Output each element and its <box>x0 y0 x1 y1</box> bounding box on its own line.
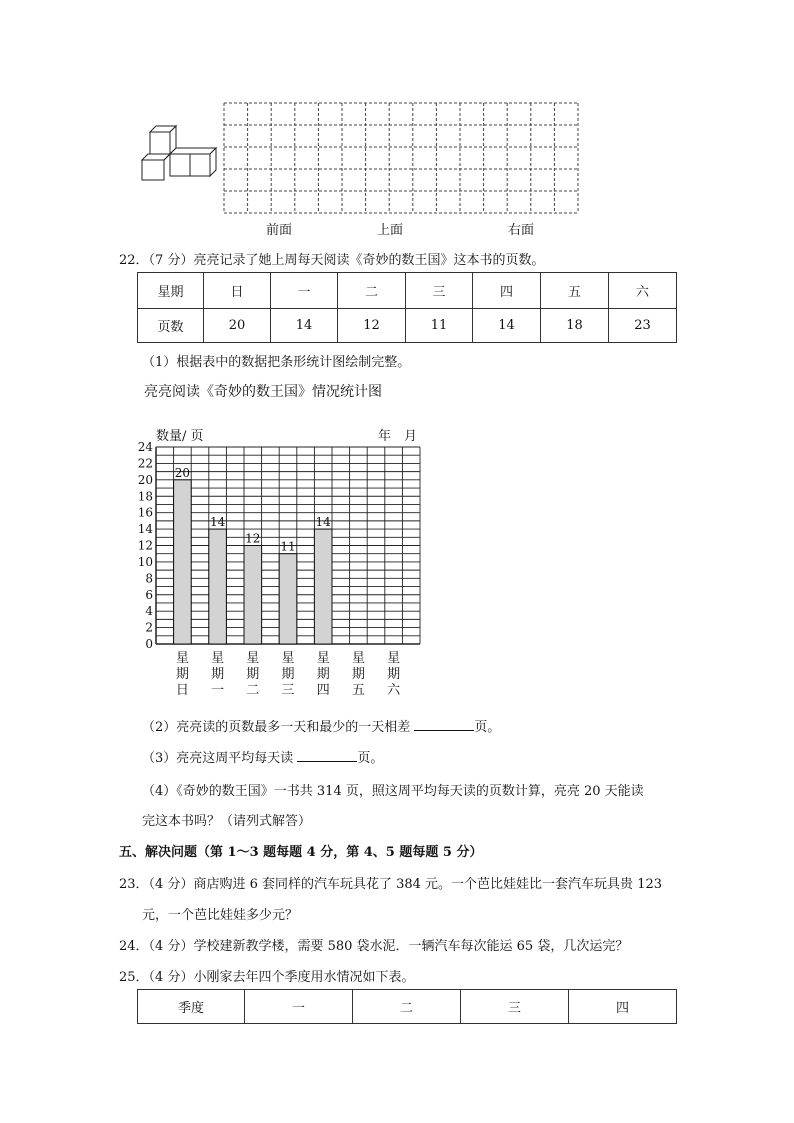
q22-sub3-text: （3）亮亮这周平均每天读 <box>142 751 294 766</box>
table-cell: 日 <box>204 273 271 309</box>
reading-table <box>137 272 677 343</box>
table-cell: 一 <box>271 273 338 309</box>
bar-value-label: 14 <box>209 515 226 530</box>
y-axis-label: 数量/ 页 <box>156 429 204 444</box>
x-category-label: 期 <box>211 667 225 682</box>
table-cell: 一 <box>245 990 353 1024</box>
x-category-label: 星 <box>211 651 225 666</box>
table-cell: 三 <box>461 990 569 1024</box>
q22-sub2-text: （2）亮亮读的页数最多一天和最少的一天相差 <box>142 720 411 735</box>
bar-value-label: 20 <box>174 465 191 480</box>
bar <box>314 529 332 644</box>
x-category-label: 期 <box>387 667 401 682</box>
x-category-label: 星 <box>316 651 330 666</box>
table-row <box>138 990 677 1024</box>
x-category-label: 期 <box>246 667 260 682</box>
table-cell: 二 <box>338 273 406 309</box>
x-category-label: 三 <box>281 683 295 698</box>
q22-sub1: （1）根据表中的数据把条形统计图绘制完整。 <box>142 355 411 370</box>
bar <box>244 546 262 645</box>
bar <box>174 480 192 644</box>
table-cell: 20 <box>204 309 271 343</box>
view-label-right: 右面 <box>508 223 535 238</box>
table-cell: 四 <box>473 273 541 309</box>
x-category-label: 星 <box>351 651 365 666</box>
date-label: 年 月 <box>378 429 418 444</box>
table-cell: 14 <box>271 309 338 343</box>
x-category-label: 期 <box>351 667 365 682</box>
x-category-label: 六 <box>387 683 401 698</box>
x-category-label: 星 <box>281 651 295 666</box>
q22-sub2-unit: 页。 <box>474 720 501 735</box>
q22-stem: 22．（7 分）亮亮记录了她上周每天阅读《奇妙的数王国》这本书的页数。 <box>119 253 545 268</box>
dashed-drawing-grid <box>222 102 580 214</box>
y-tick-label: 12 <box>137 538 153 553</box>
water-table <box>137 989 677 1024</box>
q22-sub3 <box>142 747 383 766</box>
cube-figure <box>138 124 218 182</box>
x-category-label: 期 <box>175 667 189 682</box>
x-category-label: 期 <box>316 667 330 682</box>
table-cell: 五 <box>541 273 609 309</box>
x-category-label: 星 <box>387 651 401 666</box>
q22-sub2 <box>142 716 500 735</box>
y-tick-label: 10 <box>137 554 153 569</box>
table-row <box>138 309 677 343</box>
table-cell: 六 <box>609 273 677 309</box>
y-tick-label: 8 <box>145 571 153 586</box>
chart-title: 亮亮阅读《奇妙的数王国》情况统计图 <box>144 384 382 400</box>
y-tick-label: 20 <box>137 472 153 487</box>
table-cell: 23 <box>609 309 677 343</box>
section5-heading: 五、解决问题（第 1～3 题每题 4 分，第 4、5 题每题 5 分） <box>119 845 483 860</box>
q23-line2: 元，一个芭比娃娃多少元？ <box>142 908 299 923</box>
x-category-label: 五 <box>351 683 365 698</box>
q23-line1: 23．（4 分）商店购进 6 套同样的汽车玩具花了 384 元。一个芭比娃娃比一套汽车玩具贵 123 <box>119 877 663 892</box>
table-row <box>138 273 677 309</box>
x-category-label: 二 <box>246 683 260 698</box>
table-cell: 三 <box>406 273 473 309</box>
table-cell: 二 <box>353 990 461 1024</box>
q22-sub3-unit: 页。 <box>357 751 384 766</box>
x-category-label: 星 <box>246 651 260 666</box>
y-tick-label: 24 <box>137 440 153 454</box>
y-tick-label: 16 <box>137 505 153 520</box>
table-cell: 四 <box>569 990 677 1024</box>
x-category-label: 日 <box>175 683 189 698</box>
answer-blank[interactable] <box>414 718 474 731</box>
bar-chart <box>132 378 427 700</box>
view-label-top: 上面 <box>377 223 404 238</box>
x-category-label: 四 <box>316 683 330 698</box>
y-tick-label: 22 <box>137 456 153 471</box>
table-cell: 14 <box>473 309 541 343</box>
table-cell: 12 <box>338 309 406 343</box>
y-tick-label: 14 <box>137 522 153 537</box>
table-cell: 11 <box>406 309 473 343</box>
table-cell: 页数 <box>138 309 204 343</box>
q22-sub4-line1: （4）《奇妙的数王国》一书共 314 页，照这周平均每天读的页数计算，亮亮 20 天能读 <box>142 784 644 799</box>
q25-text: 25．（4 分）小刚家去年四个季度用水情况如下表。 <box>119 970 415 985</box>
table-cell: 季度 <box>138 990 245 1024</box>
answer-blank[interactable] <box>297 749 357 762</box>
bar <box>279 554 297 644</box>
y-tick-label: 6 <box>145 587 153 602</box>
y-tick-label: 2 <box>145 620 153 635</box>
view-label-front: 前面 <box>266 223 293 238</box>
table-cell: 18 <box>541 309 609 343</box>
y-tick-label: 4 <box>145 604 153 619</box>
q22-sub4-line2: 完这本书吗？（请列式解答） <box>142 814 312 829</box>
table-cell: 星期 <box>138 273 204 309</box>
bar <box>209 529 227 644</box>
x-category-label: 期 <box>281 667 295 682</box>
bar-value-label: 14 <box>315 515 331 530</box>
y-tick-label: 0 <box>145 637 153 651</box>
y-tick-label: 18 <box>137 489 153 504</box>
x-category-label: 星 <box>175 651 189 666</box>
q24-text: 24．（4 分）学校建新教学楼，需要 580 袋水泥．一辆汽车每次能运 65 袋，几次运完？ <box>119 939 629 954</box>
bar-value-label: 11 <box>280 539 296 554</box>
x-category-label: 一 <box>211 683 225 698</box>
bar-value-label: 12 <box>245 531 261 546</box>
